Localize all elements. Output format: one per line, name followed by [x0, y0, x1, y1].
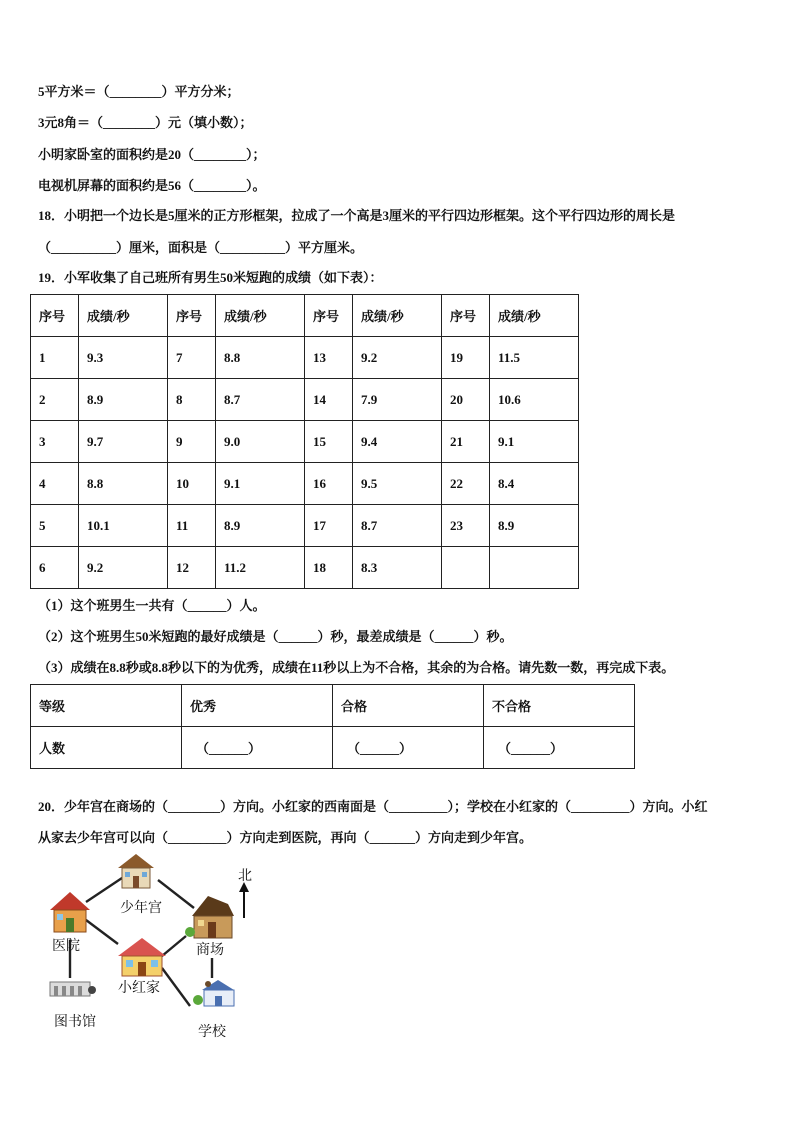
mall-icon — [185, 896, 234, 938]
line-money-conversion: 3元8角＝（________）元（填小数）； — [38, 115, 253, 130]
library-label: 图书馆 — [54, 1014, 96, 1030]
question-20-text-cont: 从家去少年宫可以向（_________）方向走到医院，再向（_______）方向走到少年宫。 — [38, 830, 533, 845]
question-18-blanks: （__________）厘米，面积是（__________）平方厘米。 — [38, 240, 364, 255]
header-cell: 成绩/秒 — [216, 295, 305, 337]
table-header-row — [31, 295, 579, 337]
line-bedroom-area: 小明家卧室的面积约是20（________）； — [38, 147, 266, 162]
table-cell: 9.2 — [79, 547, 168, 589]
header-cell: 序号 — [305, 295, 353, 337]
table-cell: 18 — [305, 547, 353, 589]
question-19-text: 19．小军收集了自己班所有男生50米短跑的成绩（如下表）： — [38, 270, 383, 285]
question-19-part-1: （1）这个班男生一共有（______）人。 — [38, 598, 266, 613]
header-cell: 成绩/秒 — [79, 295, 168, 337]
header-cell: 序号 — [168, 295, 216, 337]
youth-palace-icon — [118, 854, 154, 888]
table-row — [31, 421, 579, 463]
table-cell: 10.6 — [490, 379, 579, 421]
header-cell: 等级 — [31, 685, 182, 727]
table-cell: 8.4 — [490, 463, 579, 505]
school-label: 学校 — [198, 1024, 226, 1040]
table-row — [31, 547, 579, 589]
table-cell: 6 — [31, 547, 79, 589]
header-cell: 序号 — [31, 295, 79, 337]
table-cell: 22 — [442, 463, 490, 505]
table-row — [31, 337, 579, 379]
table-cell: 11.5 — [490, 337, 579, 379]
table-cell: 12 — [168, 547, 216, 589]
table-cell: 9.4 — [353, 421, 442, 463]
xiaohong-home-label: 小红家 — [118, 980, 160, 996]
table-cell: 9 — [168, 421, 216, 463]
table-cell: 11.2 — [216, 547, 305, 589]
table-cell: 9.5 — [353, 463, 442, 505]
question-20-text: 20．少年宫在商场的（________）方向。小红家的西南面是（_________）；学校在小红家的（_________）方向。小红 — [38, 799, 708, 814]
youth-palace-label: 少年宫 — [120, 900, 162, 916]
table-cell: 8.9 — [216, 505, 305, 547]
xiaohong-home-icon — [118, 938, 166, 976]
hospital-icon — [50, 892, 90, 932]
table-cell: 9.1 — [490, 421, 579, 463]
answer-blank[interactable]: （______） — [484, 727, 635, 769]
table-cell: 9.7 — [79, 421, 168, 463]
school-icon — [193, 980, 234, 1006]
question-18-text: 18．小明把一个边长是5厘米的正方形框架，拉成了一个高是3厘米的平行四边形框架。这个平行四边形的周长是 — [38, 208, 676, 223]
question-19-part-2: （2）这个班男生50米短跑的最好成绩是（______）秒，最差成绩是（______）秒。 — [38, 629, 513, 644]
table-cell: 8.7 — [216, 379, 305, 421]
table-cell: 3 — [31, 421, 79, 463]
table-cell: 8.8 — [216, 337, 305, 379]
answer-blank[interactable]: （______） — [333, 727, 484, 769]
table-cell: 8 — [168, 379, 216, 421]
score-table — [30, 294, 579, 589]
table-cell: 13 — [305, 337, 353, 379]
table-row — [31, 727, 635, 769]
table-row — [31, 463, 579, 505]
table-cell — [442, 547, 490, 589]
header-cell: 序号 — [442, 295, 490, 337]
line-tv-area: 电视机屏幕的面积约是56（________）。 — [38, 178, 266, 193]
table-cell: 23 — [442, 505, 490, 547]
question-19-part-3: （3）成绩在8.8秒或8.8秒以下的为优秀，成绩在11秒以上为不合格，其余的为合格。请先数一数，再完成下表。 — [38, 660, 675, 675]
table-cell: 7 — [168, 337, 216, 379]
header-cell: 优秀 — [182, 685, 333, 727]
table-cell: 21 — [442, 421, 490, 463]
table-cell: 人数 — [31, 727, 182, 769]
table-cell: 11 — [168, 505, 216, 547]
mall-label: 商场 — [196, 942, 224, 958]
grade-table — [30, 684, 635, 769]
table-cell: 9.3 — [79, 337, 168, 379]
direction-map — [38, 850, 278, 1046]
table-cell: 9.0 — [216, 421, 305, 463]
table-cell — [490, 547, 579, 589]
table-cell: 1 — [31, 337, 79, 379]
header-cell: 不合格 — [484, 685, 635, 727]
table-cell: 17 — [305, 505, 353, 547]
table-cell: 7.9 — [353, 379, 442, 421]
table-cell: 10 — [168, 463, 216, 505]
table-cell: 8.8 — [79, 463, 168, 505]
north-label: 北 — [238, 868, 252, 884]
north-arrow-icon — [239, 882, 249, 918]
header-cell: 成绩/秒 — [490, 295, 579, 337]
table-row — [31, 505, 579, 547]
table-cell: 19 — [442, 337, 490, 379]
table-cell: 8.3 — [353, 547, 442, 589]
header-cell: 合格 — [333, 685, 484, 727]
table-cell: 5 — [31, 505, 79, 547]
table-cell: 10.1 — [79, 505, 168, 547]
table-cell: 8.7 — [353, 505, 442, 547]
table-cell: 9.1 — [216, 463, 305, 505]
table-cell: 9.2 — [353, 337, 442, 379]
table-cell: 14 — [305, 379, 353, 421]
table-cell: 4 — [31, 463, 79, 505]
table-row — [31, 379, 579, 421]
hospital-label: 医院 — [52, 938, 80, 954]
table-header-row — [31, 685, 635, 727]
table-cell: 2 — [31, 379, 79, 421]
table-cell: 20 — [442, 379, 490, 421]
library-icon — [50, 982, 96, 996]
table-cell: 8.9 — [79, 379, 168, 421]
table-cell: 16 — [305, 463, 353, 505]
answer-blank[interactable]: （______） — [182, 727, 333, 769]
header-cell: 成绩/秒 — [353, 295, 442, 337]
table-cell: 8.9 — [490, 505, 579, 547]
line-area-conversion: 5平方米＝（________）平方分米； — [38, 84, 240, 99]
table-cell: 15 — [305, 421, 353, 463]
